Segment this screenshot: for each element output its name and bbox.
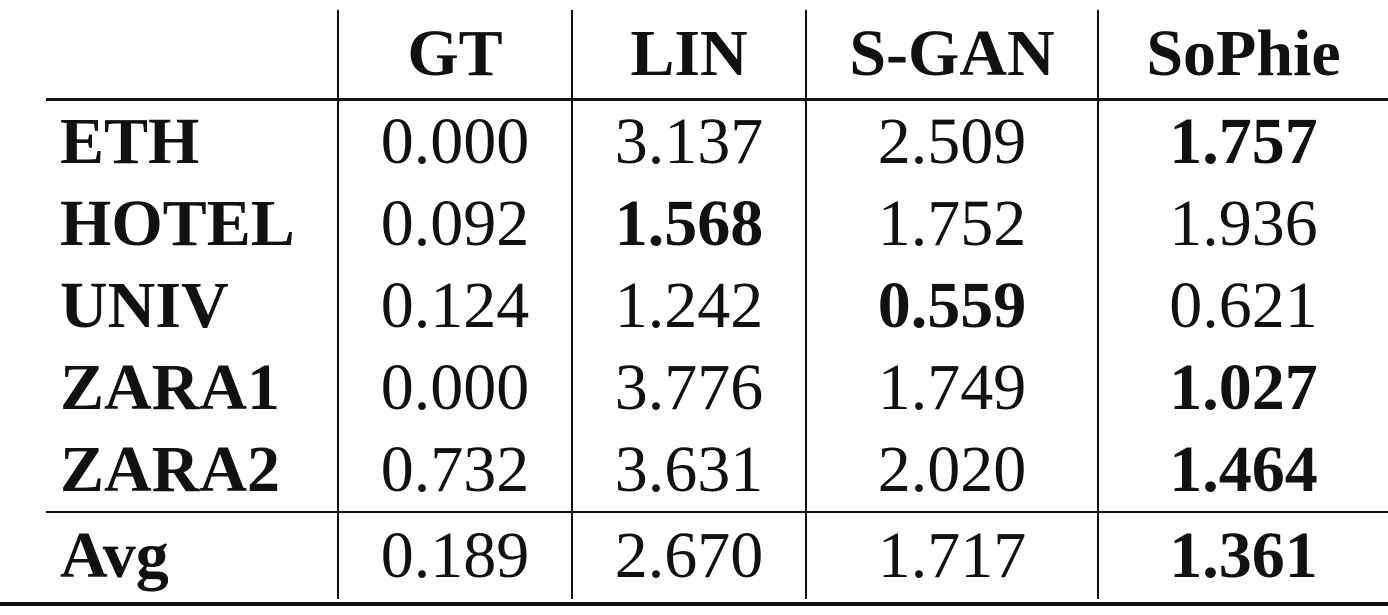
cell-gt: 0.000 [338, 347, 572, 429]
cell-lin: 2.670 [572, 512, 806, 599]
cell-gt: 0.732 [338, 429, 572, 512]
row-label: ETH [60, 105, 200, 178]
cell-sophie: 1.464 [1098, 429, 1388, 512]
cell-sophie: 1.757 [1098, 100, 1388, 184]
table-row-eth [46, 100, 1388, 184]
cell-lin: 1.568 [572, 183, 806, 265]
cell-lin: 3.776 [572, 347, 806, 429]
header-lin: LIN [572, 10, 806, 100]
cell-gt: 0.092 [338, 183, 572, 265]
header-row [46, 10, 1388, 100]
bottom-rule [0, 602, 1388, 606]
cell-sgan: 2.020 [806, 429, 1098, 512]
row-label: ZARA1 [60, 351, 281, 424]
table-row-univ [46, 265, 1388, 347]
row-label: ZARA2 [60, 433, 281, 506]
cell-sgan: 2.509 [806, 100, 1098, 184]
header-sophie: SoPhie [1098, 10, 1388, 100]
cell-lin: 3.137 [572, 100, 806, 184]
header-sgan: S-GAN [806, 10, 1098, 100]
cell-sophie: 1.027 [1098, 347, 1388, 429]
header-gt: GT [338, 10, 572, 100]
results-table [46, 10, 1388, 599]
cell-lin: 3.631 [572, 429, 806, 512]
cell-sophie: 0.621 [1098, 265, 1388, 347]
cell-gt: 0.124 [338, 265, 572, 347]
cell-sophie: 1.936 [1098, 183, 1388, 265]
table-row-zara1 [46, 347, 1388, 429]
cell-gt: 0.189 [338, 512, 572, 599]
row-label: Avg [46, 512, 338, 599]
header-empty [46, 10, 338, 100]
table-row-zara2 [46, 429, 1388, 512]
cell-sgan: 1.749 [806, 347, 1098, 429]
cell-sophie: 1.361 [1098, 512, 1388, 599]
cell-gt: 0.000 [338, 100, 572, 184]
row-label: HOTEL [60, 187, 295, 260]
cell-sgan: 1.752 [806, 183, 1098, 265]
row-label: UNIV [60, 269, 229, 342]
cell-sgan: 0.559 [806, 265, 1098, 347]
cell-sgan: 1.717 [806, 512, 1098, 599]
cell-lin: 1.242 [572, 265, 806, 347]
table-row-avg [46, 512, 1388, 599]
table-row-hotel [46, 183, 1388, 265]
